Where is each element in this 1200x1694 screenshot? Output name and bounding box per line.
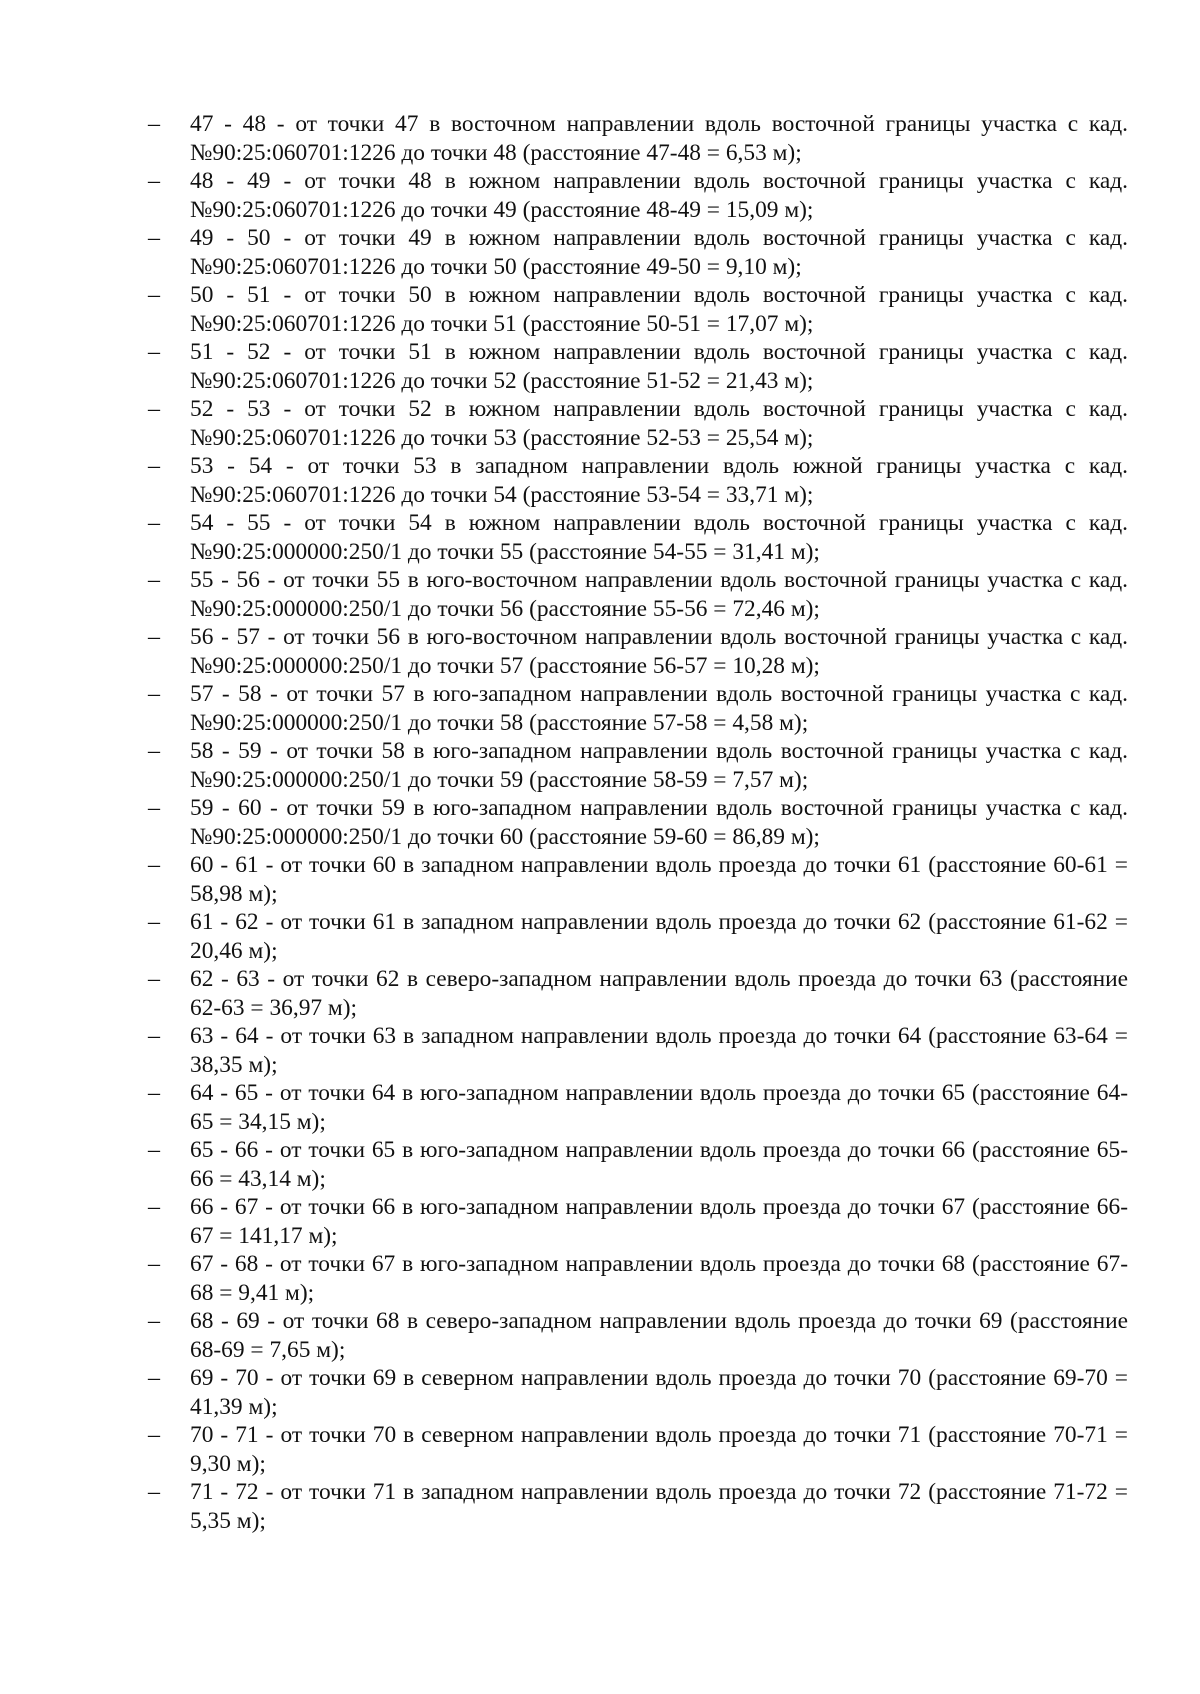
list-dash: – bbox=[148, 1194, 160, 1220]
list-item-text: 49 - 50 - от точки 49 в южном направлении вдоль восточной границы участка с кад. №90:25:060701:1226 до точки 50 (расстояние 49-50 = 9,10 м); bbox=[190, 225, 1128, 280]
list-item-text: 47 - 48 - от точки 47 в восточном направлении вдоль восточной границы участка с кад. №90:25:060701:1226 до точки 48 (расстояние 47-48 = 6,53 м); bbox=[190, 111, 1128, 166]
list-item bbox=[148, 1136, 1128, 1193]
list-item-text: 70 - 71 - от точки 70 в северном направлении вдоль проезда до точки 71 (расстояние 70-71 = 9,30 м); bbox=[190, 1422, 1128, 1477]
list-dash: – bbox=[148, 1422, 160, 1448]
list-dash: – bbox=[148, 1479, 160, 1505]
list-dash: – bbox=[148, 1023, 160, 1049]
list-item-text: 65 - 66 - от точки 65 в юго-западном направлении вдоль проезда до точки 66 (расстояние 65-66 = 43,14 м); bbox=[190, 1137, 1128, 1192]
list-item-text: 56 - 57 - от точки 56 в юго-восточном направлении вдоль восточной границы участка с кад. №90:25:000000:250/1 до точки 57 (расстояние 56-57 = 10,28 м); bbox=[190, 624, 1128, 679]
list-item-text: 69 - 70 - от точки 69 в северном направлении вдоль проезда до точки 70 (расстояние 69-70 = 41,39 м); bbox=[190, 1365, 1128, 1420]
list-item-text: 61 - 62 - от точки 61 в западном направлении вдоль проезда до точки 62 (расстояние 61-62 = 20,46 м); bbox=[190, 909, 1128, 964]
list-item-text: 62 - 63 - от точки 62 в северо-западном направлении вдоль проезда до точки 63 (расстояние 62-63 = 36,97 м); bbox=[190, 966, 1128, 1021]
list-item bbox=[148, 395, 1128, 452]
list-item-text: 59 - 60 - от точки 59 в юго-западном направлении вдоль восточной границы участка с кад. №90:25:000000:250/1 до точки 60 (расстояние 59-60 = 86,89 м); bbox=[190, 795, 1128, 850]
list-item bbox=[148, 167, 1128, 224]
list-dash: – bbox=[148, 339, 160, 365]
list-item-text: 71 - 72 - от точки 71 в западном направлении вдоль проезда до точки 72 (расстояние 71-72 = 5,35 м); bbox=[190, 1479, 1128, 1534]
list-dash: – bbox=[148, 966, 160, 992]
list-item bbox=[148, 965, 1128, 1022]
list-item bbox=[148, 1307, 1128, 1364]
list-dash: – bbox=[148, 624, 160, 650]
list-dash: – bbox=[148, 1308, 160, 1334]
list-item bbox=[148, 851, 1128, 908]
list-item-text: 50 - 51 - от точки 50 в южном направлении вдоль восточной границы участка с кад. №90:25:060701:1226 до точки 51 (расстояние 50-51 = 17,07 м); bbox=[190, 282, 1128, 337]
list-dash: – bbox=[148, 1365, 160, 1391]
list-dash: – bbox=[148, 225, 160, 251]
list-item bbox=[148, 338, 1128, 395]
list-dash: – bbox=[148, 111, 160, 137]
list-dash: – bbox=[148, 738, 160, 764]
list-dash: – bbox=[148, 282, 160, 308]
list-item bbox=[148, 224, 1128, 281]
list-dash: – bbox=[148, 510, 160, 536]
list-item bbox=[148, 794, 1128, 851]
list-item-text: 51 - 52 - от точки 51 в южном направлении вдоль восточной границы участка с кад. №90:25:060701:1226 до точки 52 (расстояние 51-52 = 21,43 м); bbox=[190, 339, 1128, 394]
list-item-text: 48 - 49 - от точки 48 в южном направлении вдоль восточной границы участка с кад. №90:25:060701:1226 до точки 49 (расстояние 48-49 = 15,09 м); bbox=[190, 168, 1128, 223]
list-item-text: 53 - 54 - от точки 53 в западном направлении вдоль южной границы участка с кад. №90:25:060701:1226 до точки 54 (расстояние 53-54 = 33,71 м); bbox=[190, 453, 1128, 508]
list-dash: – bbox=[148, 396, 160, 422]
list-dash: – bbox=[148, 1251, 160, 1277]
list-item bbox=[148, 1022, 1128, 1079]
list-item bbox=[148, 1079, 1128, 1136]
list-item-text: 52 - 53 - от точки 52 в южном направлении вдоль восточной границы участка с кад. №90:25:060701:1226 до точки 53 (расстояние 52-53 = 25,54 м); bbox=[190, 396, 1128, 451]
list-item bbox=[148, 1364, 1128, 1421]
list-dash: – bbox=[148, 168, 160, 194]
list-item bbox=[148, 737, 1128, 794]
list-dash: – bbox=[148, 1080, 160, 1106]
list-item bbox=[148, 110, 1128, 167]
list-dash: – bbox=[148, 795, 160, 821]
list-item bbox=[148, 566, 1128, 623]
list-item-text: 57 - 58 - от точки 57 в юго-западном направлении вдоль восточной границы участка с кад. №90:25:000000:250/1 до точки 58 (расстояние 57-58 = 4,58 м); bbox=[190, 681, 1128, 736]
list-item-text: 60 - 61 - от точки 60 в западном направлении вдоль проезда до точки 61 (расстояние 60-61 = 58,98 м); bbox=[190, 852, 1128, 907]
list-item bbox=[148, 1478, 1128, 1535]
list-dash: – bbox=[148, 1137, 160, 1163]
list-item-text: 64 - 65 - от точки 64 в юго-западном направлении вдоль проезда до точки 65 (расстояние 64-65 = 34,15 м); bbox=[190, 1080, 1128, 1135]
list-item-text: 58 - 59 - от точки 58 в юго-западном направлении вдоль восточной границы участка с кад. №90:25:000000:250/1 до точки 59 (расстояние 58-59 = 7,57 м); bbox=[190, 738, 1128, 793]
list-item-text: 66 - 67 - от точки 66 в юго-западном направлении вдоль проезда до точки 67 (расстояние 66-67 = 141,17 м); bbox=[190, 1194, 1128, 1249]
list-item bbox=[148, 452, 1128, 509]
list-item bbox=[148, 1250, 1128, 1307]
list-item-text: 67 - 68 - от точки 67 в юго-западном направлении вдоль проезда до точки 68 (расстояние 67-68 = 9,41 м); bbox=[190, 1251, 1128, 1306]
list-item bbox=[148, 1193, 1128, 1250]
list-item-text: 54 - 55 - от точки 54 в южном направлении вдоль восточной границы участка с кад. №90:25:000000:250/1 до точки 55 (расстояние 54-55 = 31,41 м); bbox=[190, 510, 1128, 565]
boundary-description-list bbox=[148, 110, 1128, 1535]
list-dash: – bbox=[148, 453, 160, 479]
list-item-text: 55 - 56 - от точки 55 в юго-восточном направлении вдоль восточной границы участка с кад. №90:25:000000:250/1 до точки 56 (расстояние 55-56 = 72,46 м); bbox=[190, 567, 1128, 622]
list-dash: – bbox=[148, 681, 160, 707]
list-item bbox=[148, 281, 1128, 338]
list-item bbox=[148, 908, 1128, 965]
list-dash: – bbox=[148, 909, 160, 935]
list-dash: – bbox=[148, 852, 160, 878]
list-item bbox=[148, 623, 1128, 680]
list-item-text: 63 - 64 - от точки 63 в западном направлении вдоль проезда до точки 64 (расстояние 63-64 = 38,35 м); bbox=[190, 1023, 1128, 1078]
list-item bbox=[148, 509, 1128, 566]
list-item bbox=[148, 680, 1128, 737]
list-dash: – bbox=[148, 567, 160, 593]
list-item-text: 68 - 69 - от точки 68 в северо-западном направлении вдоль проезда до точки 69 (расстояние 68-69 = 7,65 м); bbox=[190, 1308, 1128, 1363]
list-item bbox=[148, 1421, 1128, 1478]
